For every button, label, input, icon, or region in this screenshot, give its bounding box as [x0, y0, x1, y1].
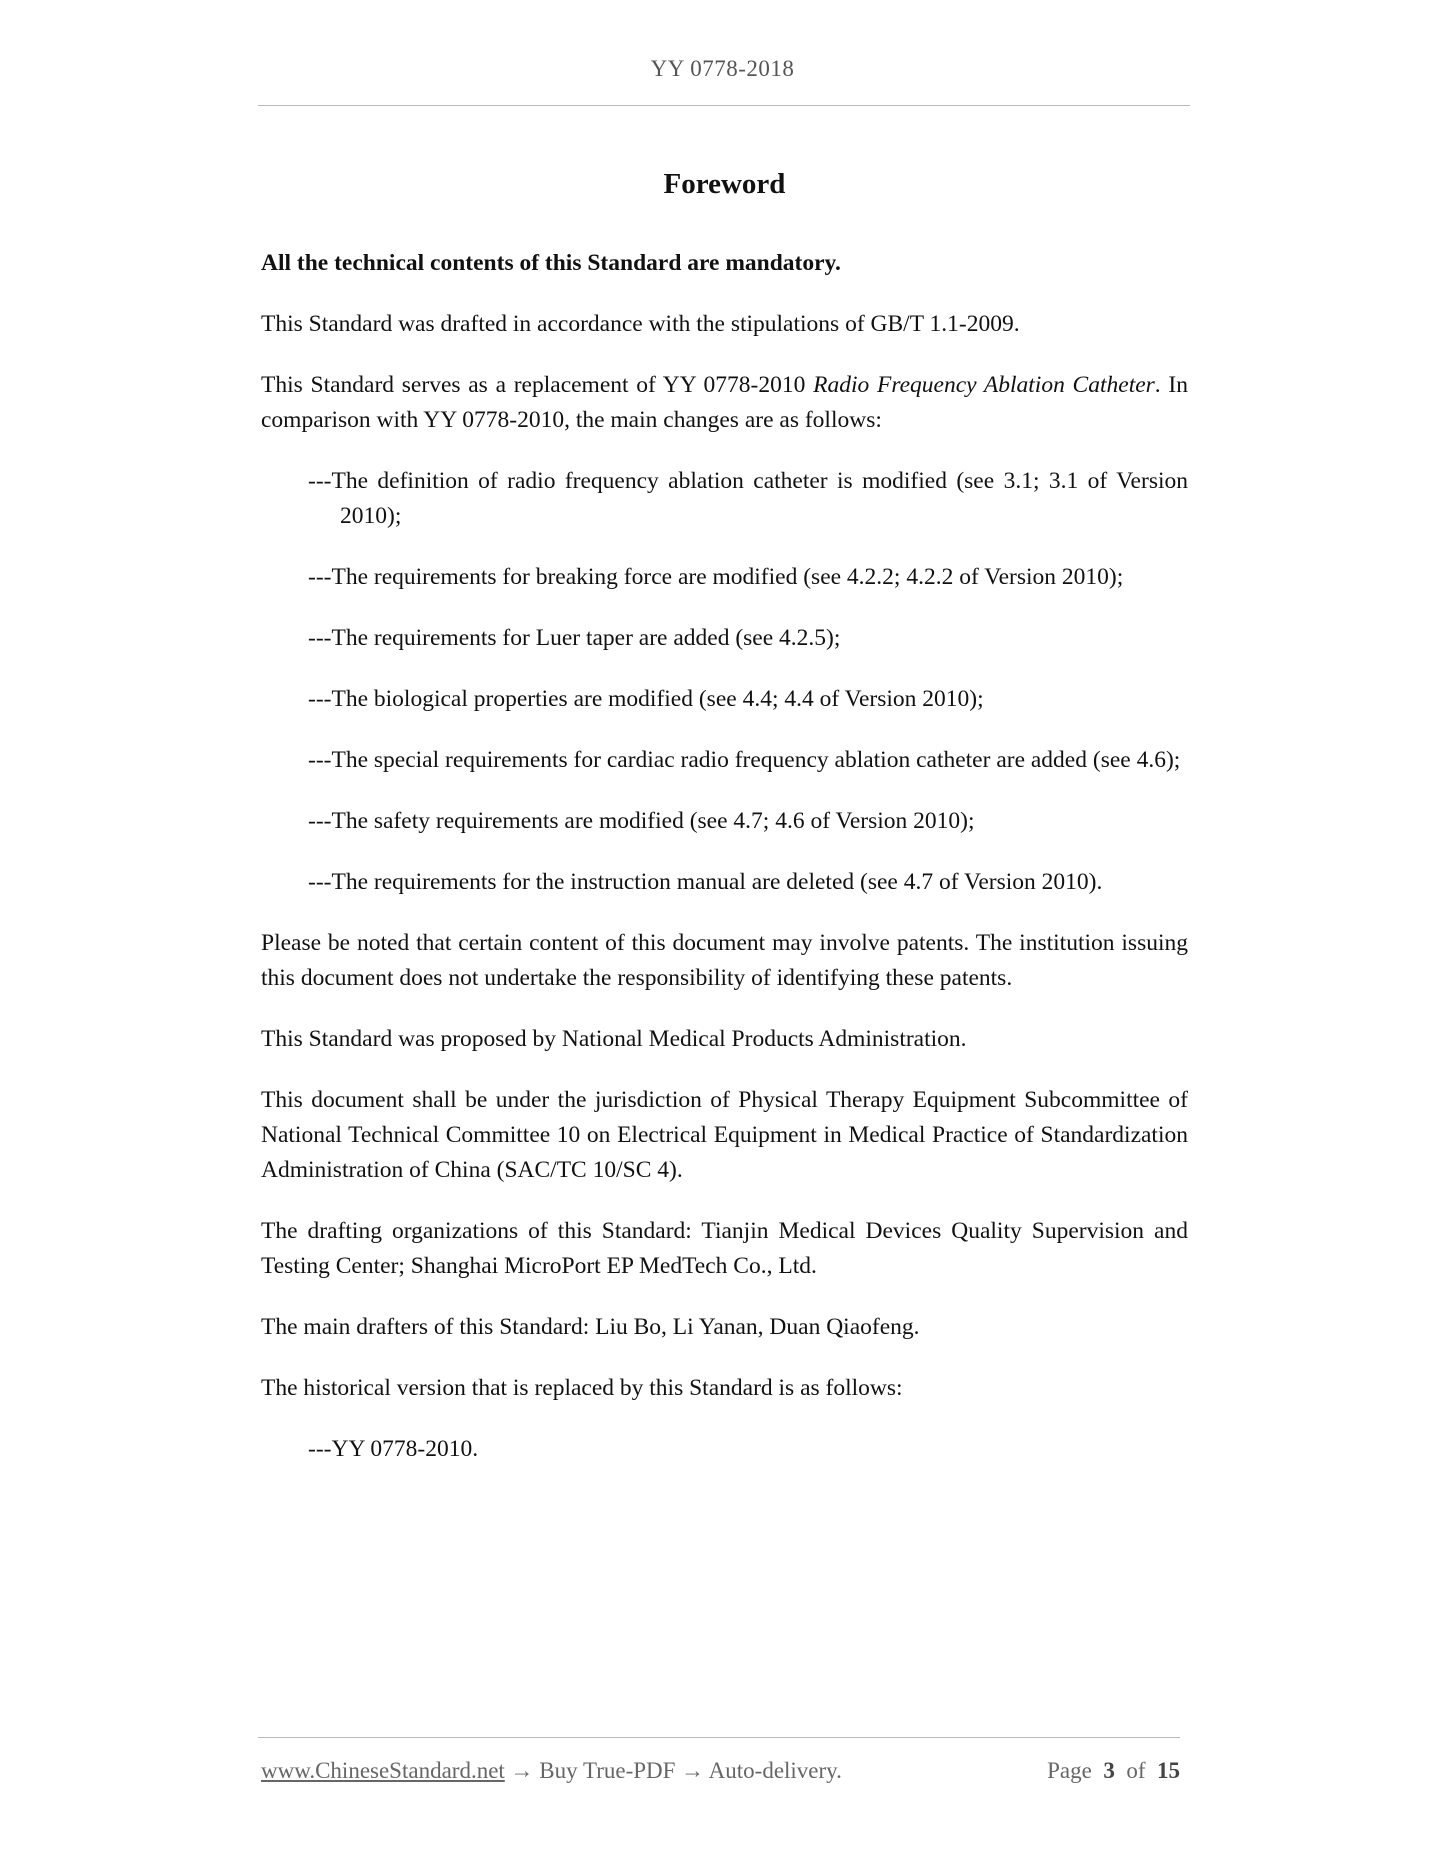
proposer-paragraph: This Standard was proposed by National Medical Products Administration. — [261, 1026, 967, 1052]
footer-promo — [261, 1755, 842, 1787]
change-item: ---The special requirements for cardiac radio frequency ablation catheter are added (see 4.6); — [308, 747, 1181, 773]
page-total: 15 — [1157, 1758, 1180, 1783]
change-item: ---The biological properties are modified (see 4.4; 4.4 of Version 2010); — [308, 686, 984, 712]
replaced-standard-title: Radio Frequency Ablation Catheter — [813, 372, 1155, 398]
jurisdiction-paragraph: This document shall be under the jurisdiction of Physical Therapy Equipment Subcommittee of National Technical Committee 10 on Electrical Equipment in Medical Practice of Standardization Administration of China (SAC/TC 10/SC 4). — [261, 1087, 1188, 1183]
replacement-text-a: This Standard serves as a replacement of YY 0778-2010 — [261, 372, 814, 398]
replacement-text-c: . In comparison with YY 0778-2010, the main changes are as follows: — [261, 372, 1188, 433]
drafting-organizations-paragraph: The drafting organizations of this Standard: Tianjin Medical Devices Quality Supervision and Testing Center; Shanghai MicroPort EP MedTech Co., Ltd. — [261, 1218, 1188, 1279]
header-divider — [258, 105, 1190, 106]
page-body — [261, 164, 1188, 1493]
page-indicator — [1047, 1755, 1180, 1787]
footer — [261, 1755, 1180, 1787]
replacement-paragraph — [261, 368, 1188, 438]
page-title: Foreword — [663, 168, 786, 200]
change-item: ---The safety requirements are modified (see 4.7; 4.6 of Version 2010); — [308, 808, 975, 834]
historical-version-paragraph: The historical version that is replaced by this Standard is as follows: — [261, 1375, 903, 1401]
footer-divider — [258, 1737, 1180, 1738]
drafting-rules-paragraph: This Standard was drafted in accordance with the stipulations of GB/T 1.1-2009. — [261, 311, 1020, 337]
change-item: ---The definition of radio frequency ablation catheter is modified (see 3.1; 3.1 of Version 2010); — [308, 468, 1188, 529]
change-item: ---The requirements for Luer taper are added (see 4.2.5); — [308, 625, 841, 651]
footer-promo-text: → Buy True-PDF → Auto-delivery. — [504, 1758, 842, 1783]
patent-notice-paragraph: Please be noted that certain content of this document may involve patents. The institution issuing this document does not undertake the responsibility of identifying these patents. — [261, 930, 1188, 991]
page-label: Page — [1047, 1758, 1092, 1783]
page-current: 3 — [1103, 1758, 1115, 1783]
historical-version-item: ---YY 0778-2010. — [308, 1436, 479, 1462]
header-doc-code: YY 0778-2018 — [650, 56, 795, 81]
change-item: ---The requirements for breaking force are modified (see 4.2.2; 4.2.2 of Version 2010); — [308, 564, 1124, 590]
mandatory-statement: All the technical contents of this Standard are mandatory. — [261, 250, 841, 276]
drafters-paragraph: The main drafters of this Standard: Liu Bo, Li Yanan, Duan Qiaofeng. — [261, 1314, 920, 1340]
website-link[interactable]: www.ChineseStandard.net — [261, 1758, 505, 1783]
change-item: ---The requirements for the instruction manual are deleted (see 4.7 of Version 2010). — [308, 869, 1103, 895]
page-of-label: of — [1126, 1758, 1146, 1783]
